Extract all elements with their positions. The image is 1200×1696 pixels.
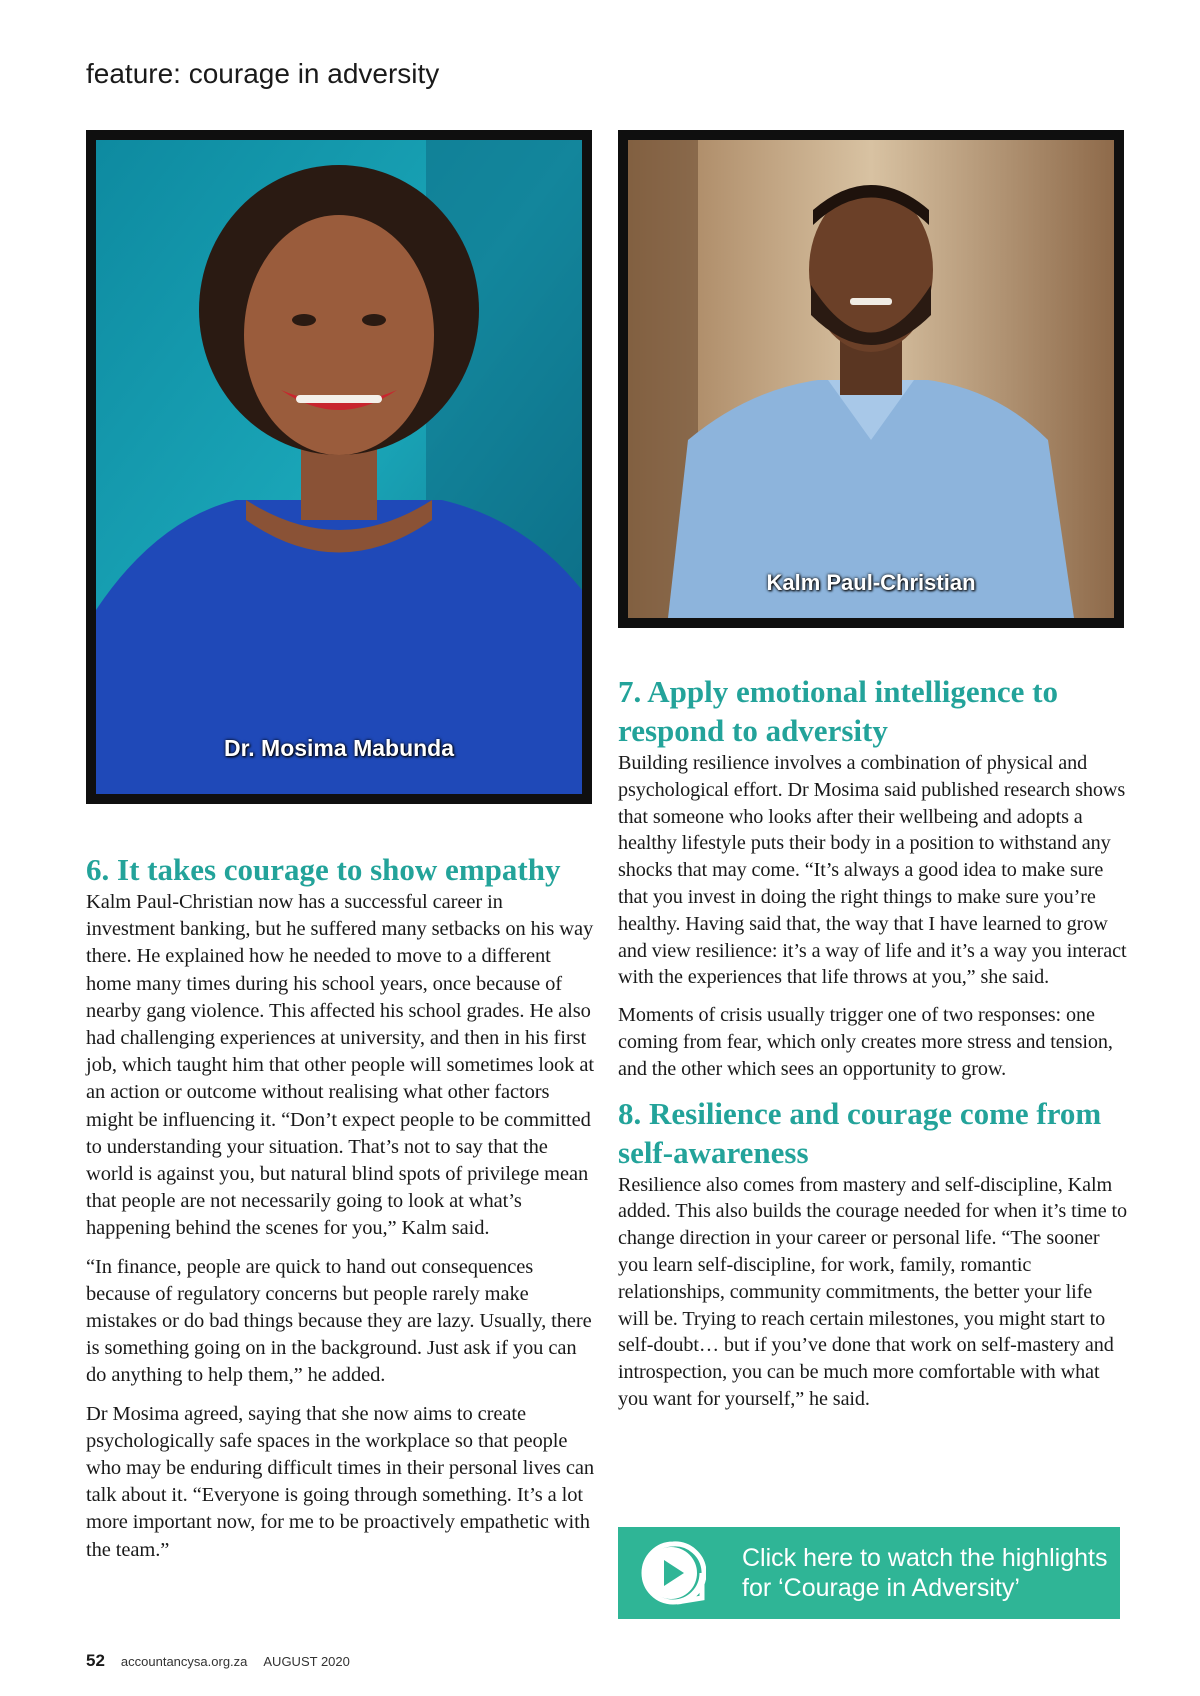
portrait-image [96,140,582,794]
article-column-left [86,850,596,1575]
paragraph: Resilience also comes from mastery and self-discipline, Kalm added. This also builds the courage needed for when it’s time to change direction in your career or personal life. “The sooner you learn self-discipline, for work, family, romantic relationships, community commitments, the better your life will be. Trying to reach certain milestones, you might start to self-doubt… but if you’ve done that work on self-mastery and introspection, you can be much more comfortable with what you want for yourself,” he said. [618,1173,1128,1410]
play-icon [640,1540,706,1606]
article-column-right [618,672,1128,1424]
photo-caption: Kalm Paul-Christian [766,570,976,595]
photo-caption: Dr. Mosima Mabunda [223,735,455,761]
cta-line-1: Click here to watch the highlights [742,1544,1108,1572]
footer-issue: AUGUST 2020 [263,1654,350,1669]
paragraph: Kalm Paul-Christian now has a successful career in investment banking, but he suffered many setbacks on his way there. He explained how he needed to move to a different home many times during his school years, once because of nearby gang violence. This affected his school grades. He also had challenging experiences at university, and then in his first job, which taught him that other people will sometimes look at an action or outcome without realising what other factors might be influencing it. “Don’t expect people to be committed to understanding your situation. That’s not to say that the world is against you, but natural blind spots of privilege mean that people are not necessarily going to look at what’s happening behind the scenes for you,” Kalm said. [86,891,594,1240]
cta-label [742,1543,1107,1603]
footer-site: accountancysa.org.za [120,1654,248,1669]
section-heading-7: 7. Apply emotional intelligence to respond to adversity [618,674,1059,748]
photo-mosima-mabunda [86,130,592,804]
paragraph: “In finance, people are quick to hand out consequences because of regulatory concerns but people rarely make mistakes or do bad things because they are lazy. Usually, there is something going on in the background. Just ask if you can do anything to help them,” he added. [86,1255,592,1387]
paragraph: Dr Mosima agreed, saying that she now aims to create psychologically safe spaces in the workplace so that people who may be enduring difficult times in their personal lives can talk about it. “Everyone is going through something. It’s a lot more important now, for me to be proactively empathetic with the team.” [86,1402,594,1561]
paragraph: Building resilience involves a combination of physical and psychological effort. Dr Mosima said published research shows that someone who looks after their wellbeing and adopts a healthy lifestyle puts their body in a position to withstand any shocks that may come. “It’s always a good idea to make sure that you invest in doing the right things to make sure you’re healthy. Having said that, the way that I have learned to grow and view resilience: it’s a way of life and it’s a way you interact with the experiences that life throws at you,” she said. [618,752,1127,989]
section-heading-8: 8. Resilience and courage come from self-awareness [618,1095,1102,1170]
photo-kalm-paul-christian [618,130,1124,628]
page-number: 52 [86,1651,105,1670]
cta-line-2: for ‘Courage in Adversity’ [742,1574,1020,1602]
paragraph: Moments of crisis usually trigger one of two responses: one coming from fear, which only creates more stress and tension, and the other which sees an opportunity to grow. [618,1004,1113,1080]
section-heading-6: 6. It takes courage to show empathy [86,852,561,887]
watch-highlights-button[interactable] [618,1527,1120,1619]
page-footer [86,1651,350,1671]
section-kicker: feature: courage in adversity [86,58,440,89]
portrait-image [628,140,1114,618]
